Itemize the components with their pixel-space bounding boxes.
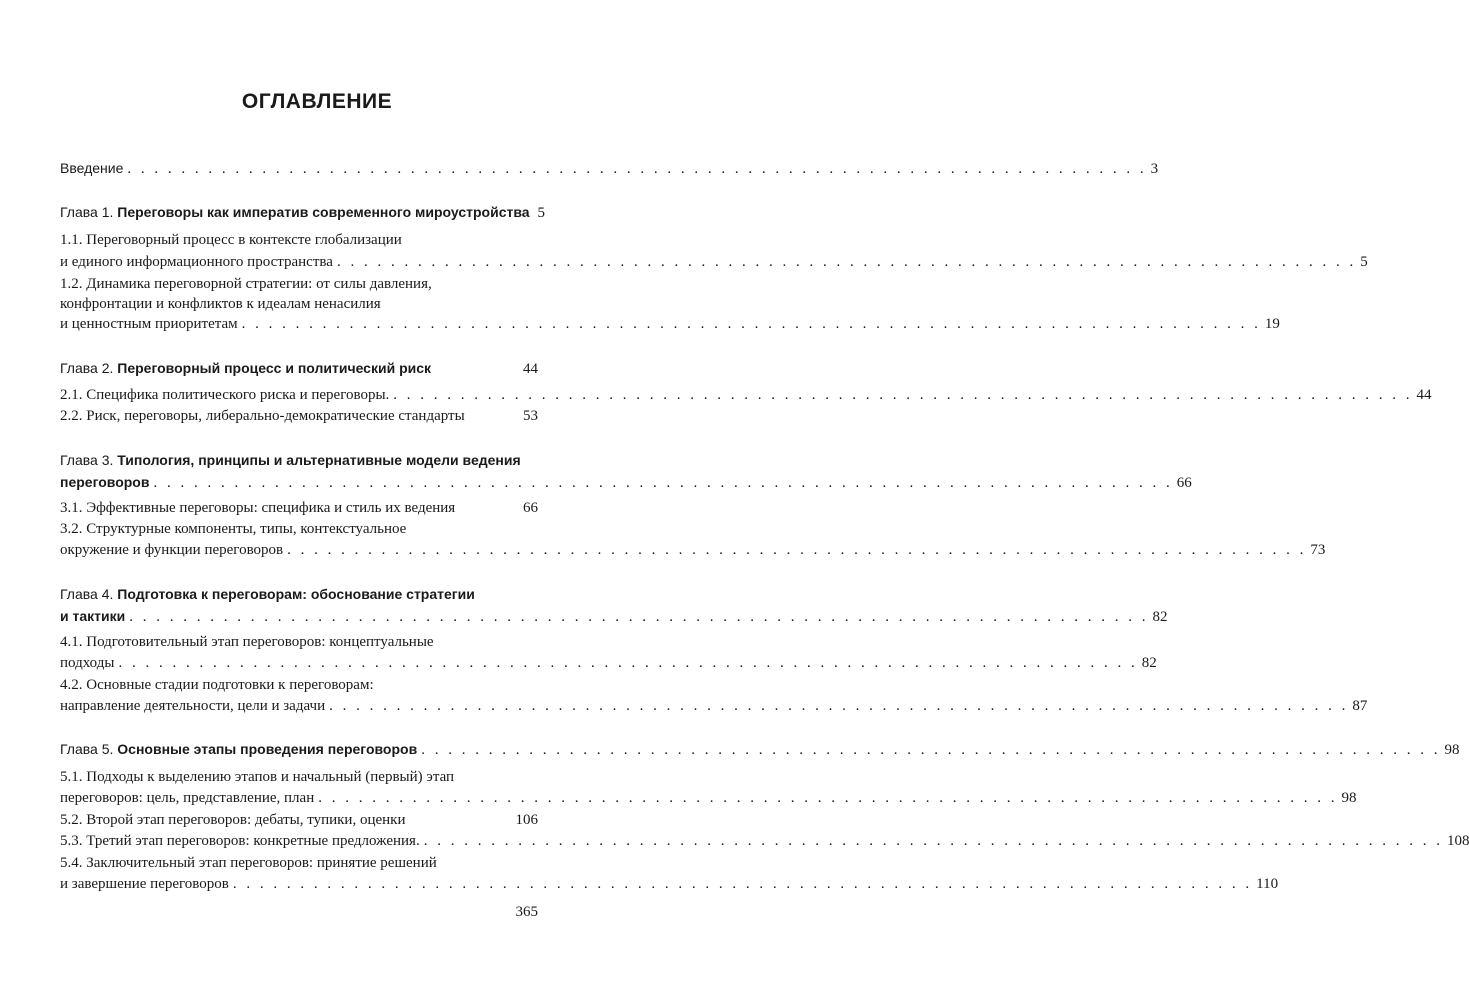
section-text: 1.1. Переговорный процесс в контексте глобализации <box>60 232 402 248</box>
section-text: 2.1. Специфика политического риска и переговоры. <box>60 387 390 403</box>
leader-dots: . . . . . . . . . . . . . . . . . . . . . . . . . . . . . . . . . . . . . . . . . . . . . . . . . . . . . . . . . . . . . . . . . . . . . . . . . . . . <box>153 475 1173 491</box>
leader-dots: . . . . . . . . . . . . . . . . . . . . . . . . . . . . . . . . . . . . . . . . . . . . . . . . . . . . . . . . . . . . . . . . . . . . . . . . . . . . <box>287 542 1307 558</box>
toc-page-number: 66 <box>523 500 538 516</box>
toc-page-number: 44 <box>1416 387 1432 403</box>
toc-section-4-1-line-2[interactable] <box>60 655 1157 677</box>
toc-section-3-2-line-2[interactable] <box>60 542 1326 564</box>
toc-section-3-1[interactable] <box>60 500 538 522</box>
toc-section-5-4-line-2[interactable] <box>60 876 1279 898</box>
toc-section-1-1-line-1[interactable] <box>60 232 538 254</box>
toc-chapter-3-line-1[interactable] <box>60 452 538 474</box>
toc-page-number: 110 <box>1256 876 1279 892</box>
toc-page-number: 82 <box>1152 609 1168 625</box>
chapter-title: и тактики <box>60 608 126 624</box>
toc-page-number: 5 <box>537 205 546 221</box>
chapter-title: Типология, принципы и альтернативные модели ведения <box>117 452 521 468</box>
toc-section-2-1[interactable] <box>60 387 1432 409</box>
toc-section-5-1-line-1[interactable] <box>60 769 538 791</box>
leader-dots: . . . . . . . . . . . . . . . . . . . . . . . . . . . . . . . . . . . . . . . . . . . . . . . . . . . . . . . . . . . . . . . . . . . . . . . . . . . . <box>329 698 1349 714</box>
leader-dots: . . . . . . . . . . . . . . . . . . . . . . . . . . . . . . . . . . . . . . . . . . . . . . . . . . . . . . . . . . . . . . . . . . . . . . . . . . . . <box>421 742 1441 758</box>
toc-section-4-2-line-2[interactable] <box>60 698 1368 720</box>
toc-section-5-1-line-2[interactable] <box>60 790 1357 812</box>
section-text: 5.1. Подходы к выделению этапов и начальный (первый) этап <box>60 769 455 785</box>
toc-entry-label: Введение <box>60 160 124 176</box>
section-text: конфронтации и конфликтов к идеалам ненасилия <box>60 296 381 312</box>
toc-chapter-5[interactable] <box>60 741 1460 763</box>
section-text: и единого информационного пространства <box>60 254 333 270</box>
toc-section-4-1-line-1[interactable] <box>60 634 538 656</box>
toc-section-1-2-line-2[interactable] <box>60 296 538 318</box>
toc-page-number: 73 <box>1310 542 1326 558</box>
chapter-title: Подготовка к переговорам: обоснование стратегии <box>117 586 475 602</box>
leader-dots: . . . . . . . . . . . . . . . . . . . . . . . . . . . . . . . . . . . . . . . . . . . . . . . . . . . . . . . . . . . . . . . . . . . . . . . . . . . . <box>118 655 1138 671</box>
toc-chapter-4-line-2[interactable] <box>60 608 1168 630</box>
chapter-prefix: Глава 5. <box>60 741 118 757</box>
section-text: подходы <box>60 655 115 671</box>
chapter-title: Переговорный процесс и политический риск <box>117 360 432 376</box>
toc-chapter-4-line-1[interactable] <box>60 586 538 608</box>
toc-page-number: 98 <box>1341 790 1357 806</box>
section-text: направление деятельности, цели и задачи <box>60 698 326 714</box>
page-number-footer: 365 <box>515 904 538 920</box>
section-text: и завершение переговоров <box>60 876 229 892</box>
section-text: 4.1. Подготовительный этап переговоров: концептуальные <box>60 634 434 650</box>
toc-section-1-2-line-1[interactable] <box>60 276 538 298</box>
section-text: 5.2. Второй этап переговоров: дебаты, тупики, оценки <box>60 812 406 828</box>
section-text: 2.2. Риск, переговоры, либерально-демократические стандарты <box>60 408 465 424</box>
toc-page-number: 82 <box>1141 655 1157 671</box>
leader-dots: . . . . . . . . . . . . . . . . . . . . . . . . . . . . . . . . . . . . . . . . . . . . . . . . . . . . . . . . . . . . . . . . . . . . . . . . . . . . <box>336 254 1357 270</box>
chapter-prefix: Глава 2. <box>60 360 118 376</box>
toc-page-number: 53 <box>523 408 538 424</box>
leader-dots: . . . . . . . . . . . . . . . . . . . . . . . . . . . . . . . . . . . . . . . . . . . . . . . . . . . . . . . . . . . . . . . . . . . . . . . . . . . . <box>232 876 1253 892</box>
section-text: 5.3. Третий этап переговоров: конкретные предложения. <box>60 833 420 849</box>
toc-chapter-2[interactable] <box>60 360 538 382</box>
section-text: 1.2. Динамика переговорной стратегии: от силы давления, <box>60 276 432 292</box>
page-title: ОГЛАВЛЕНИЕ <box>241 90 393 113</box>
toc-page-number: 108 <box>1446 833 1469 849</box>
section-text: окружение и функции переговоров <box>60 542 284 558</box>
toc-section-5-4-line-1[interactable] <box>60 855 538 877</box>
leader-dots: . . . . . . . . . . . . . . . . . . . . . . . . . . . . . . . . . . . . . . . . . . . . . . . . . . . . . . . . . . . . . . . . . . . . . . . . . . . . <box>129 609 1149 625</box>
section-text: 3.2. Структурные компоненты, типы, контекстуальное <box>60 521 407 537</box>
toc-page-number: 98 <box>1444 742 1460 758</box>
section-text: 5.4. Заключительный этап переговоров: принятие решений <box>60 855 437 871</box>
leader-dots: . . . . . . . . . . . . . . . . . . . . . . . . . . . . . . . . . . . . . . . . . . . . . . . . . . . . . . . . . . . . . . . . . . . . . . . . . . . . <box>318 790 1338 806</box>
toc-chapter-1[interactable] <box>60 204 546 226</box>
chapter-prefix: Глава 3. <box>60 452 118 468</box>
toc-section-3-2-line-1[interactable] <box>60 521 538 543</box>
toc-page-number: 66 <box>1176 475 1192 491</box>
chapter-prefix: Глава 1. <box>60 204 118 220</box>
toc-section-1-1-line-2[interactable] <box>60 254 1368 276</box>
toc-entry-intro[interactable] <box>60 160 1159 182</box>
toc-chapter-3-line-2[interactable] <box>60 474 1192 496</box>
chapter-title: Основные этапы проведения переговоров <box>117 741 418 757</box>
section-text: 4.2. Основные стадии подготовки к переговорам: <box>60 677 374 693</box>
leader-dots: . . . . . . . . . . . . . . . . . . . . . . . . . . . . . . . . . . . . . . . . . . . . . . . . . . . . . . . . . . . . . . . . . . . . . . . . . . . . <box>241 316 1261 332</box>
section-text: переговоров: цель, представление, план <box>60 790 315 806</box>
chapter-title: Переговоры как императив современного мироустройства <box>117 204 530 220</box>
chapter-prefix: Глава 4. <box>60 586 118 602</box>
toc-page-number: 19 <box>1264 316 1280 332</box>
toc-section-1-2-line-3[interactable] <box>60 316 1280 338</box>
toc-page-number: 3 <box>1150 161 1159 177</box>
toc-page-number: 44 <box>523 361 538 377</box>
toc-page-number: 5 <box>1360 254 1368 270</box>
leader-dots: . . . . . . . . . . . . . . . . . . . . . . . . . . . . . . . . . . . . . . . . . . . . . . . . . . . . . . . . . . . . . . . . . . . . . . . . . . . . <box>423 833 1443 849</box>
toc-page-number: 87 <box>1352 698 1368 714</box>
toc-section-4-2-line-1[interactable] <box>60 677 538 699</box>
toc-section-2-2[interactable] <box>60 408 538 430</box>
leader-dots: . . . . . . . . . . . . . . . . . . . . . . . . . . . . . . . . . . . . . . . . . . . . . . . . . . . . . . . . . . . . . . . . . . . . . . . . . . . . <box>393 387 1413 403</box>
toc-section-5-2[interactable] <box>60 812 538 834</box>
section-text: 3.1. Эффективные переговоры: специфика и стиль их ведения <box>60 500 456 516</box>
chapter-title: переговоров <box>60 474 150 490</box>
section-text: и ценностным приоритетам <box>60 316 238 332</box>
toc-section-5-3[interactable] <box>60 833 1469 855</box>
leader-dots: . . . . . . . . . . . . . . . . . . . . . . . . . . . . . . . . . . . . . . . . . . . . . . . . . . . . . . . . . . . . . . . . . . . . . . . . . . . . <box>127 161 1147 177</box>
toc-page-number: 106 <box>515 812 538 828</box>
